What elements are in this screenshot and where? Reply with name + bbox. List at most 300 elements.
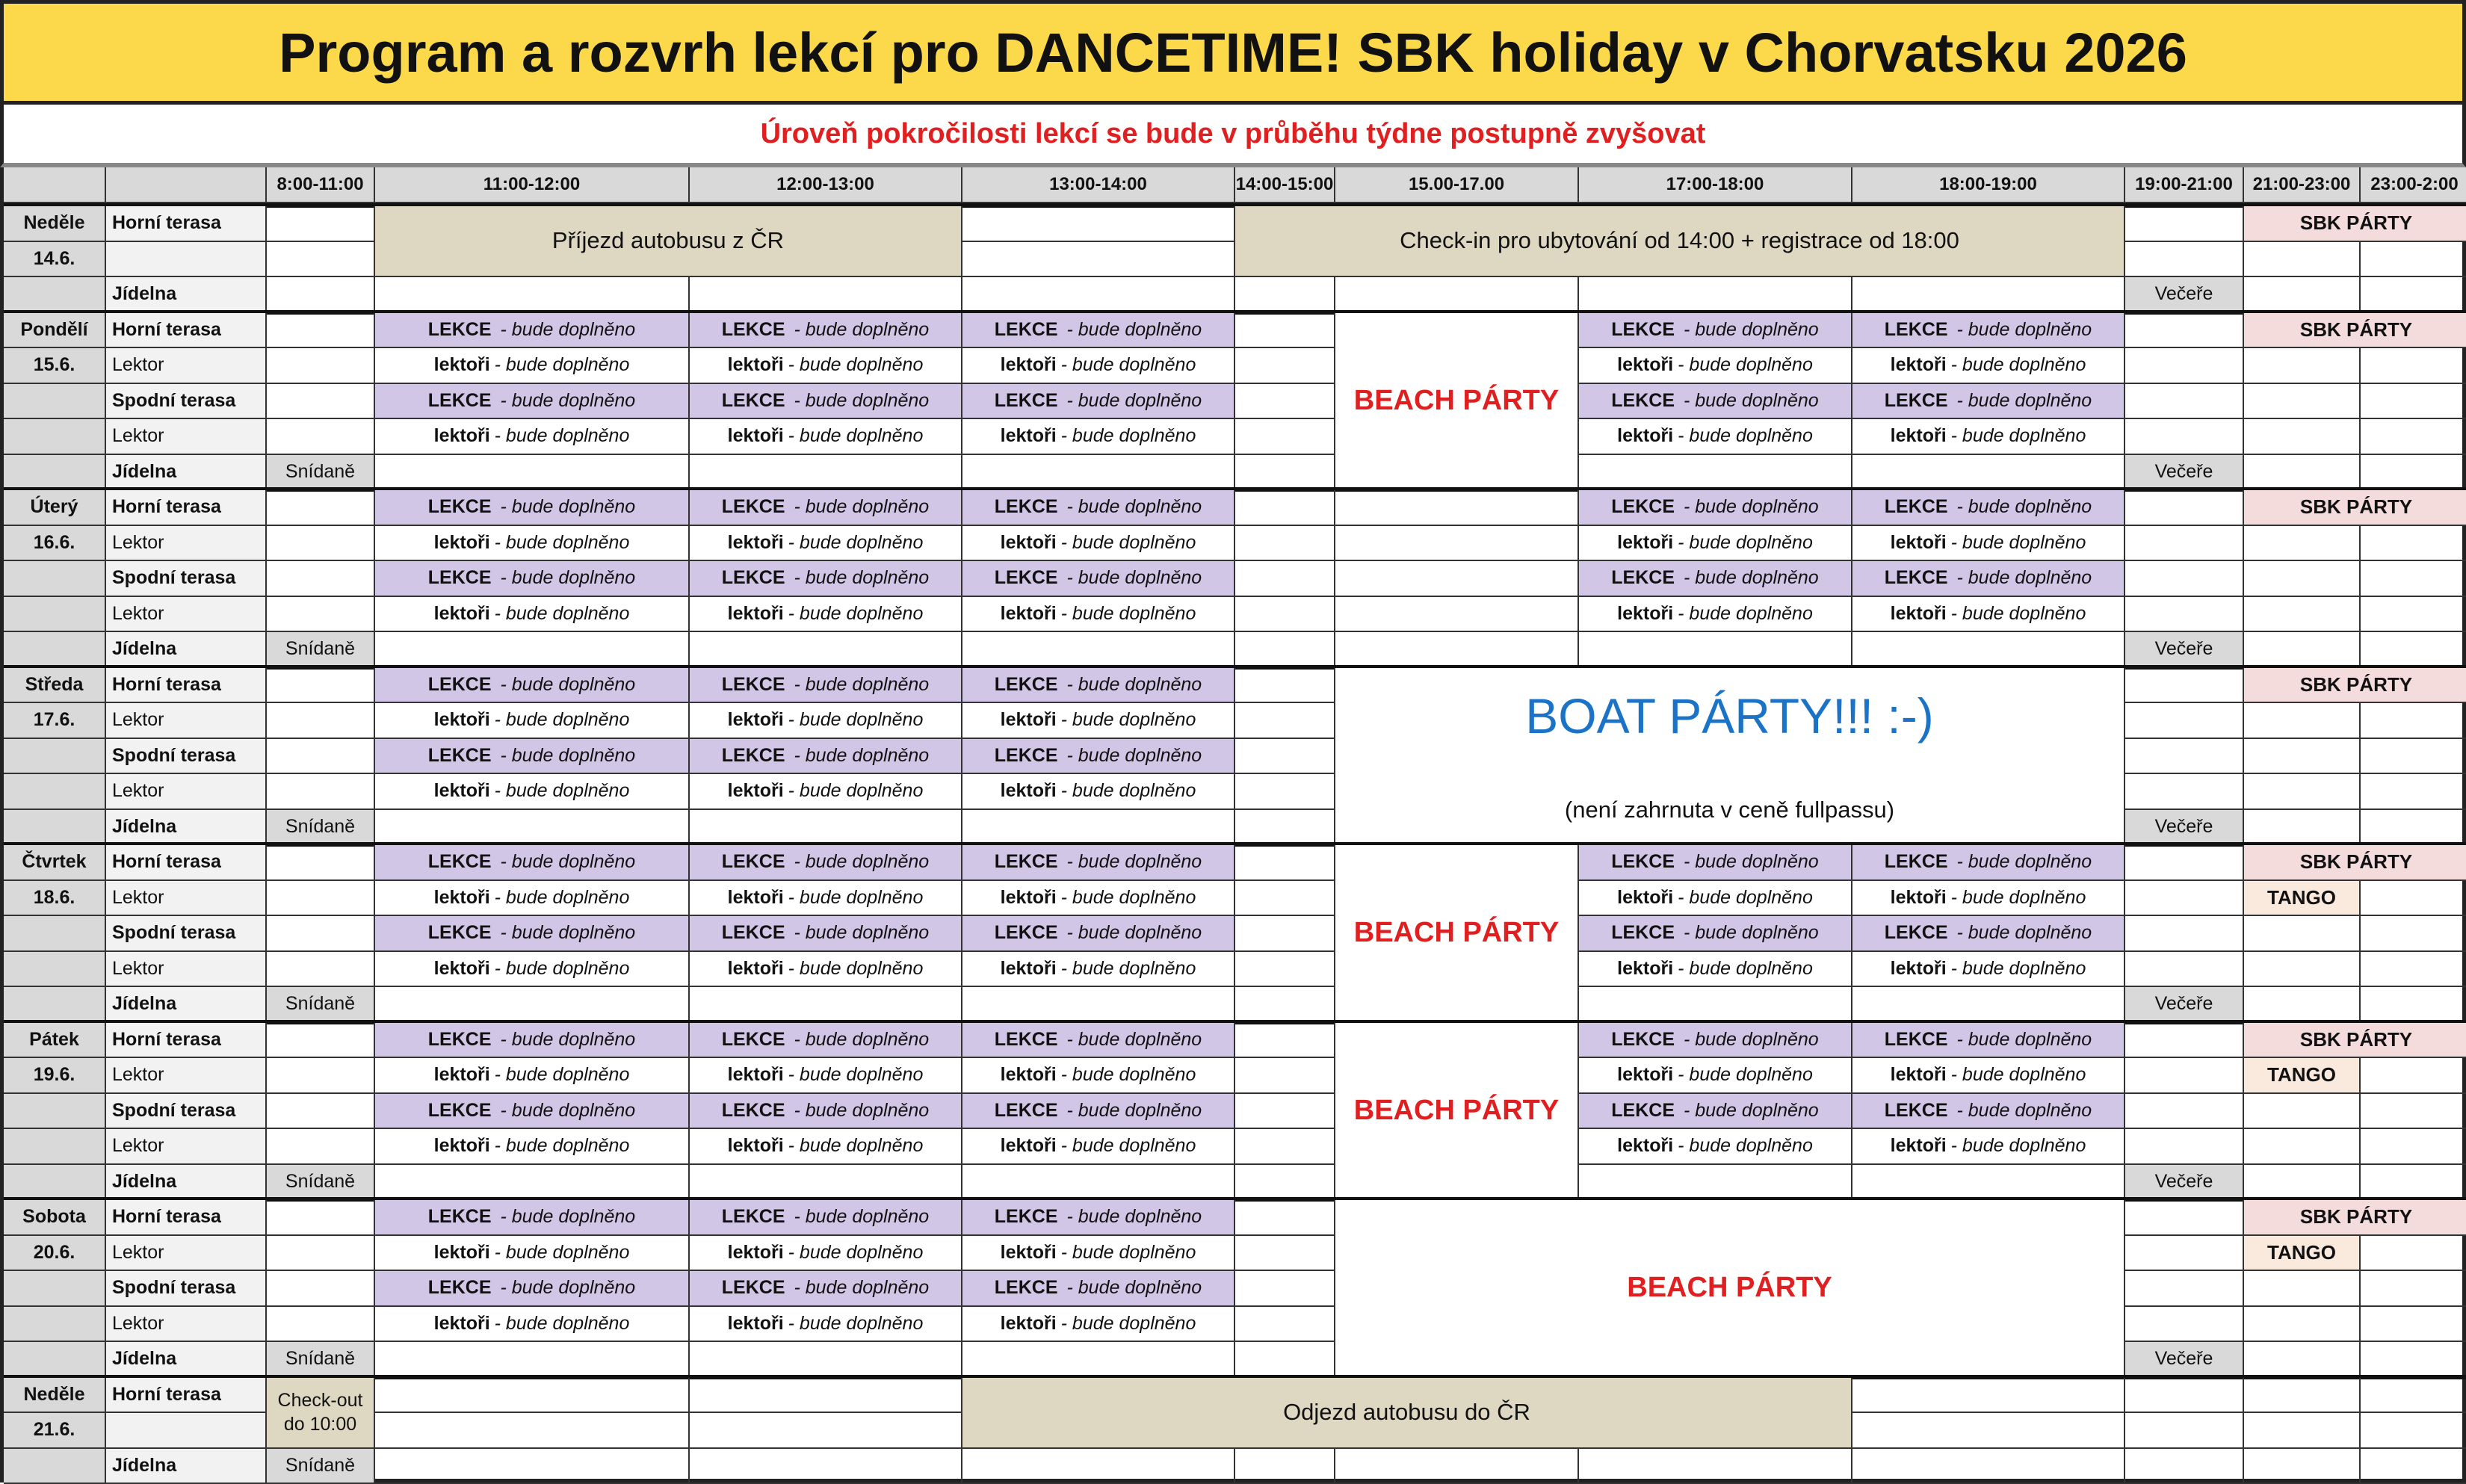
day-cell: [4, 561, 106, 597]
location-label: Spodní terasa: [112, 745, 235, 767]
lektor-cell: [962, 1129, 1235, 1165]
empty-cell: [2125, 1413, 2244, 1449]
lektor-cell: [962, 597, 1235, 633]
empty-cell: [1852, 455, 2125, 491]
day-cell: [4, 206, 106, 242]
page-title: Program a rozvrh lekcí pro DANCETIME! SBK holiday v Chorvatsku 2026: [279, 21, 2187, 84]
empty-cell: [2361, 1378, 2466, 1414]
location-cell: [106, 632, 267, 668]
cell-italic-text: - bude doplněno: [1957, 1100, 2092, 1122]
cell-italic-text: - bude doplněno: [495, 1242, 630, 1264]
cell-bold-text: LEKCE: [995, 851, 1058, 873]
lesson-cell: [375, 313, 690, 349]
empty-cell: [1335, 526, 1579, 562]
lektor-cell: [1579, 881, 1852, 917]
day-date: 17.6.: [34, 709, 75, 731]
lesson-cell: [690, 1271, 962, 1307]
cell-italic-text: - bude doplněno: [1957, 851, 2092, 873]
time-header: [2361, 167, 2466, 203]
empty-cell: [2244, 774, 2361, 810]
dinner-cell: [2125, 1165, 2244, 1201]
empty-cell: [375, 1449, 690, 1484]
tango-cell: [2244, 1236, 2361, 1272]
lektor-cell: [1579, 597, 1852, 633]
time-header: [267, 167, 375, 203]
empty-cell: [1335, 632, 1579, 668]
time-slot-label: 14:00-15:00: [1236, 174, 1334, 195]
dinner-label: Večeře: [2155, 283, 2213, 305]
lektor-cell: [375, 526, 690, 562]
cell-italic-text: - bude doplněno: [1061, 709, 1196, 731]
checkout-text: Check-out do 10:00: [267, 1388, 374, 1437]
day-cell: [4, 1342, 106, 1378]
location-cell: [106, 1307, 267, 1343]
empty-cell: [267, 561, 375, 597]
cell-bold-text: LEKCE: [1611, 922, 1675, 944]
time-header: [375, 167, 690, 203]
lektor-cell: [375, 1058, 690, 1094]
cell-italic-text: - bude doplněno: [1061, 1064, 1196, 1086]
cell-italic-text: - bude doplněno: [1951, 425, 2086, 447]
lektor-cell: [1852, 881, 2125, 917]
lektor-cell: [1579, 952, 1852, 988]
lektor-cell: [962, 1058, 1235, 1094]
empty-cell: [375, 1413, 690, 1449]
day-name: Sobota: [22, 1206, 86, 1228]
location-label: Lektor: [112, 1135, 164, 1157]
cell-bold-text: lektoři: [1001, 603, 1057, 625]
boat-party-title: BOAT PÁRTY!!! :-): [1525, 687, 1933, 744]
empty-cell: [1235, 313, 1335, 349]
day-name: Čtvrtek: [22, 851, 86, 873]
empty-cell: [267, 774, 375, 810]
time-header: [1852, 167, 2125, 203]
cell-italic-text: - bude doplněno: [501, 1206, 636, 1228]
breakfast-label: Snídaně: [285, 1455, 355, 1477]
subtitle-banner: [0, 105, 2466, 167]
page-subtitle: Úroveň pokročilosti lekcí se bude v průběhu týdne postupně zvyšovat: [761, 118, 1706, 150]
empty-cell: [267, 1236, 375, 1272]
lektor-cell: [690, 952, 962, 988]
cell-italic-text: - bude doplněno: [1951, 354, 2086, 376]
location-label: Jídelna: [112, 1455, 176, 1477]
empty-cell: [690, 455, 962, 491]
empty-cell: [2244, 1307, 2361, 1343]
day-cell: [4, 881, 106, 917]
lektor-cell: [962, 419, 1235, 455]
lektor-cell: [690, 348, 962, 384]
cell-italic-text: - bude doplněno: [788, 780, 924, 802]
lektor-cell: [690, 597, 962, 633]
location-cell: [106, 703, 267, 739]
cell-italic-text: - bude doplněno: [1067, 1029, 1202, 1051]
lektor-cell: [1579, 348, 1852, 384]
empty-cell: [690, 810, 962, 846]
location-cell: [106, 242, 267, 278]
empty-cell: [2125, 739, 2244, 775]
cell-bold-text: LEKCE: [722, 1206, 785, 1228]
lektor-cell: [1579, 1129, 1852, 1165]
location-label: Horní terasa: [112, 496, 221, 518]
empty-cell: [690, 1342, 962, 1378]
boat-party-note: (není zahrnuta v ceně fullpassu): [1565, 797, 1894, 823]
dinner-label: Večeře: [2155, 1171, 2213, 1193]
day-cell: [4, 668, 106, 704]
sbk-party-label: SBK PÁRTY: [2300, 318, 2412, 341]
cell-italic-text: - bude doplněno: [788, 1064, 924, 1086]
dinner-cell: [2125, 455, 2244, 491]
cell-bold-text: LEKCE: [1885, 567, 1948, 589]
lesson-cell: [1852, 384, 2125, 420]
lesson-cell: [962, 916, 1235, 952]
lesson-cell: [962, 1200, 1235, 1236]
empty-cell: [690, 987, 962, 1023]
lektor-cell: [690, 703, 962, 739]
location-cell: [106, 526, 267, 562]
cell-bold-text: LEKCE: [428, 567, 492, 589]
cell-italic-text: - bude doplněno: [1061, 1135, 1196, 1157]
cell-bold-text: LEKCE: [428, 390, 492, 412]
empty-cell: [2244, 1129, 2361, 1165]
empty-cell: [267, 1094, 375, 1130]
cell-bold-text: lektoři: [728, 425, 784, 447]
time-slot-label: 19:00-21:00: [2135, 174, 2233, 195]
empty-cell: [2361, 1236, 2466, 1272]
day-cell: [4, 277, 106, 313]
empty-cell: [690, 1165, 962, 1201]
lesson-cell: [1852, 313, 2125, 349]
empty-cell: [1235, 1449, 1335, 1484]
empty-cell: [267, 277, 375, 313]
day-cell: [4, 1023, 106, 1059]
cell-bold-text: LEKCE: [1885, 1100, 1948, 1122]
location-label: Spodní terasa: [112, 390, 235, 412]
day-date: 16.6.: [34, 532, 75, 554]
day-name: Pondělí: [20, 319, 87, 341]
day-cell: [4, 1413, 106, 1449]
lektor-cell: [690, 1058, 962, 1094]
day-name: Pátek: [29, 1029, 79, 1051]
day-cell: [4, 987, 106, 1023]
time-slot-label: 23:00-2:00: [2370, 174, 2458, 195]
empty-cell: [2125, 668, 2244, 704]
lektor-cell: [375, 597, 690, 633]
lesson-cell: [1852, 490, 2125, 526]
cell-italic-text: - bude doplněno: [1678, 425, 1813, 447]
empty-cell: [2361, 384, 2466, 420]
cell-bold-text: LEKCE: [428, 922, 492, 944]
lesson-cell: [690, 1094, 962, 1130]
cell-bold-text: LEKCE: [995, 390, 1058, 412]
cell-bold-text: LEKCE: [722, 1277, 785, 1299]
time-slot-label: 15.00-17.00: [1409, 174, 1504, 195]
lesson-cell: [375, 1023, 690, 1059]
location-label: Horní terasa: [112, 1206, 221, 1228]
location-cell: [106, 1058, 267, 1094]
time-header: [2125, 167, 2244, 203]
time-header: [690, 167, 962, 203]
cell-italic-text: - bude doplněno: [1067, 1277, 1202, 1299]
location-label: Jídelna: [112, 461, 176, 483]
empty-cell: [1235, 348, 1335, 384]
lesson-cell: [1579, 1023, 1852, 1059]
location-label: Jídelna: [112, 638, 176, 660]
location-label: Spodní terasa: [112, 1100, 235, 1122]
cell-bold-text: LEKCE: [995, 1277, 1058, 1299]
lektor-cell: [375, 774, 690, 810]
lesson-cell: [690, 916, 962, 952]
empty-cell: [267, 348, 375, 384]
cell-bold-text: LEKCE: [428, 496, 492, 518]
time-slot-label: 11:00-12:00: [483, 174, 580, 195]
location-label: Horní terasa: [112, 212, 221, 234]
lektor-cell: [690, 774, 962, 810]
location-cell: [106, 490, 267, 526]
empty-cell: [2244, 561, 2361, 597]
cell-italic-text: - bude doplněno: [501, 1029, 636, 1051]
cell-bold-text: lektoři: [1001, 354, 1057, 376]
cell-italic-text: - bude doplněno: [1684, 922, 1819, 944]
empty-cell: [2125, 845, 2244, 881]
dinner-cell: [2125, 277, 2244, 313]
empty-cell: [1235, 1307, 1335, 1343]
cell-italic-text: - bude doplněno: [1061, 958, 1196, 980]
cell-bold-text: lektoři: [434, 1242, 490, 1264]
dinner-label: Večeře: [2155, 816, 2213, 838]
cell-bold-text: lektoři: [434, 354, 490, 376]
lesson-cell: [375, 916, 690, 952]
breakfast-label: Snídaně: [285, 638, 355, 660]
empty-cell: [1235, 1165, 1335, 1201]
sbk-party-cell: [2244, 1023, 2466, 1059]
cell-italic-text: - bude doplněno: [794, 745, 930, 767]
empty-cell: [1335, 490, 1579, 526]
day-cell: [4, 1200, 106, 1236]
time-slot-label: 12:00-13:00: [776, 174, 874, 195]
lektor-cell: [690, 419, 962, 455]
cell-bold-text: LEKCE: [1885, 496, 1948, 518]
empty-cell: [2361, 1129, 2466, 1165]
cell-italic-text: - bude doplněno: [1957, 319, 2092, 341]
empty-cell: [2361, 703, 2466, 739]
sbk-party-label: SBK PÁRTY: [2300, 211, 2412, 235]
cell-bold-text: lektoři: [1617, 354, 1673, 376]
day-cell: [4, 632, 106, 668]
empty-cell: [375, 810, 690, 846]
day-cell: [4, 810, 106, 846]
day-name: Neděle: [24, 1384, 85, 1406]
location-cell: [106, 739, 267, 775]
lektor-cell: [375, 703, 690, 739]
cell-italic-text: - bude doplněno: [1684, 567, 1819, 589]
beach-party-cell: [1335, 845, 1579, 1023]
empty-cell: [1235, 845, 1335, 881]
cell-italic-text: - bude doplněno: [1067, 674, 1202, 696]
empty-cell: [2361, 952, 2466, 988]
empty-cell: [1335, 1449, 1579, 1484]
day-cell: [4, 384, 106, 420]
cell-italic-text: - bude doplněno: [501, 674, 636, 696]
empty-cell: [267, 419, 375, 455]
empty-cell: [2125, 561, 2244, 597]
lektor-cell: [1852, 526, 2125, 562]
empty-cell: [375, 1342, 690, 1378]
day-cell: [4, 348, 106, 384]
empty-cell: [690, 632, 962, 668]
location-label: Horní terasa: [112, 674, 221, 696]
empty-cell: [1235, 490, 1335, 526]
empty-cell: [2361, 632, 2466, 668]
empty-cell: [1235, 526, 1335, 562]
lektor-cell: [375, 1236, 690, 1272]
cell-bold-text: lektoři: [728, 709, 784, 731]
schedule-grid: [0, 167, 2466, 1483]
cell-italic-text: - bude doplněno: [501, 496, 636, 518]
breakfast-cell: [267, 810, 375, 846]
location-label: Spodní terasa: [112, 567, 235, 589]
dinner-cell: [2125, 987, 2244, 1023]
empty-cell: [267, 952, 375, 988]
lesson-cell: [962, 845, 1235, 881]
tango-label: TANGO: [2267, 886, 2336, 909]
lesson-cell: [375, 845, 690, 881]
location-cell: [106, 1378, 267, 1414]
lektor-cell: [962, 703, 1235, 739]
cell-bold-text: LEKCE: [1611, 319, 1675, 341]
cell-bold-text: LEKCE: [995, 319, 1058, 341]
lektor-cell: [962, 1236, 1235, 1272]
cell-italic-text: - bude doplněno: [794, 1100, 930, 1122]
empty-cell: [1335, 277, 1579, 313]
location-cell: [106, 1023, 267, 1059]
empty-cell: [2244, 916, 2361, 952]
empty-cell: [1579, 632, 1852, 668]
empty-cell: [2244, 1342, 2361, 1378]
cell-italic-text: - bude doplněno: [1067, 922, 1202, 944]
day-cell: [4, 703, 106, 739]
empty-cell: [1852, 277, 2125, 313]
empty-cell: [375, 632, 690, 668]
cell-italic-text: - bude doplněno: [794, 567, 930, 589]
cell-bold-text: lektoři: [1891, 532, 1947, 554]
lesson-cell: [690, 845, 962, 881]
day-date: 18.6.: [34, 887, 75, 909]
day-cell: [4, 313, 106, 349]
day-cell: [4, 419, 106, 455]
empty-cell: [267, 916, 375, 952]
sbk-party-cell: [2244, 206, 2466, 242]
empty-cell: [962, 1165, 1235, 1201]
sbk-party-label: SBK PÁRTY: [2300, 1028, 2412, 1051]
empty-cell: [2125, 1378, 2244, 1414]
empty-cell: [2361, 881, 2466, 917]
empty-cell: [2244, 277, 2361, 313]
cell-italic-text: - bude doplněno: [794, 922, 930, 944]
empty-cell: [690, 277, 962, 313]
lesson-cell: [1852, 845, 2125, 881]
empty-cell: [2244, 597, 2361, 633]
breakfast-cell: [267, 632, 375, 668]
empty-cell: [2125, 242, 2244, 278]
empty-cell: [1235, 668, 1335, 704]
lesson-cell: [375, 1200, 690, 1236]
lektor-cell: [375, 881, 690, 917]
day-date: 20.6.: [34, 1242, 75, 1264]
empty-cell: [375, 1165, 690, 1201]
location-label: Lektor: [112, 780, 164, 802]
location-cell: [106, 881, 267, 917]
sbk-party-cell: [2244, 668, 2466, 704]
empty-cell: [2125, 774, 2244, 810]
lesson-cell: [962, 313, 1235, 349]
cell-bold-text: lektoři: [434, 425, 490, 447]
location-label: Lektor: [112, 354, 164, 376]
lesson-cell: [690, 313, 962, 349]
lesson-cell: [1579, 490, 1852, 526]
breakfast-cell: [267, 1449, 375, 1484]
cell-italic-text: - bude doplněno: [1061, 1313, 1196, 1335]
lesson-cell: [690, 1200, 962, 1236]
cell-italic-text: - bude doplněno: [1061, 780, 1196, 802]
dinner-label: Večeře: [2155, 993, 2213, 1015]
cell-bold-text: lektoři: [1891, 603, 1947, 625]
day-cell: [4, 952, 106, 988]
cell-bold-text: lektoři: [1617, 1135, 1673, 1157]
cell-bold-text: lektoři: [1617, 603, 1673, 625]
lesson-cell: [375, 490, 690, 526]
cell-bold-text: LEKCE: [995, 1029, 1058, 1051]
tango-cell: [2244, 1058, 2361, 1094]
location-cell: [106, 313, 267, 349]
lesson-cell: [690, 384, 962, 420]
empty-cell: [2361, 419, 2466, 455]
day-cell: [4, 1449, 106, 1484]
cell-bold-text: LEKCE: [428, 1100, 492, 1122]
location-cell: [106, 561, 267, 597]
empty-cell: [2361, 1449, 2466, 1484]
time-slot-label: 18:00-19:00: [1939, 174, 2037, 195]
cell-bold-text: lektoři: [1001, 425, 1057, 447]
cell-italic-text: - bude doplněno: [794, 674, 930, 696]
lesson-cell: [375, 1271, 690, 1307]
empty-cell: [2125, 1094, 2244, 1130]
cell-italic-text: - bude doplněno: [1684, 851, 1819, 873]
cell-bold-text: LEKCE: [428, 1206, 492, 1228]
lesson-cell: [962, 384, 1235, 420]
cell-italic-text: - bude doplněno: [501, 390, 636, 412]
cell-italic-text: - bude doplněno: [1067, 319, 1202, 341]
empty-cell: [1235, 703, 1335, 739]
location-cell: [106, 1165, 267, 1201]
day-date: 14.6.: [34, 248, 75, 270]
location-cell: [106, 277, 267, 313]
cell-bold-text: LEKCE: [428, 319, 492, 341]
lektor-cell: [1852, 1129, 2125, 1165]
lesson-cell: [1579, 845, 1852, 881]
empty-cell: [375, 455, 690, 491]
breakfast-label: Snídaně: [285, 816, 355, 838]
day-cell: [4, 1094, 106, 1130]
empty-cell: [2244, 348, 2361, 384]
day-cell: [4, 845, 106, 881]
empty-cell: [2244, 419, 2361, 455]
empty-cell: [2125, 526, 2244, 562]
empty-cell: [2244, 1378, 2361, 1414]
location-cell: [106, 952, 267, 988]
location-cell: [106, 597, 267, 633]
lesson-cell: [1852, 1023, 2125, 1059]
day-name: Úterý: [31, 496, 78, 518]
